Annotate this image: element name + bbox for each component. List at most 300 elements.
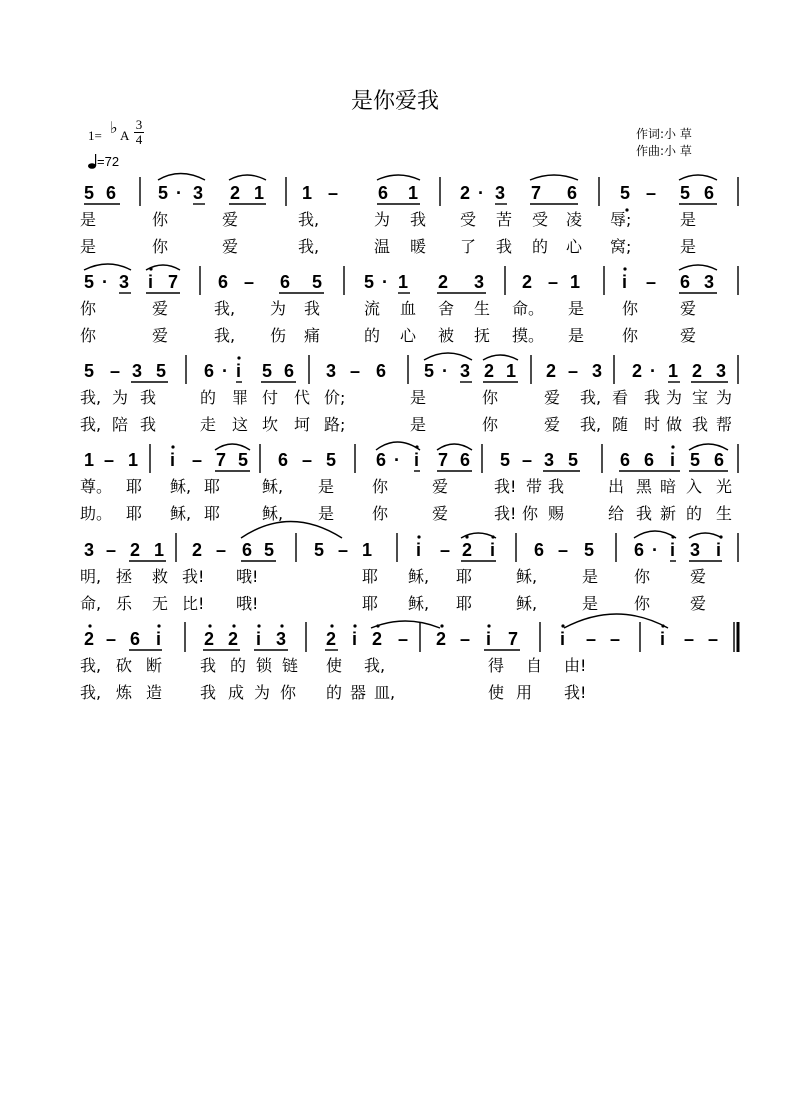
svg-text:·: · <box>382 272 388 292</box>
time-bottom: 4 <box>135 132 143 147</box>
lyric-char: 是 <box>80 237 97 256</box>
svg-text:i: i <box>560 629 566 649</box>
svg-text:6: 6 <box>534 540 545 560</box>
lyric-char: 乐 <box>116 594 133 613</box>
lyric-char: 我 <box>304 299 321 318</box>
svg-text:3: 3 <box>716 361 727 381</box>
svg-text:5: 5 <box>158 183 169 203</box>
lyric-char: 稣, <box>516 567 538 586</box>
lyric-char: 我, <box>298 210 320 229</box>
lyric-char: 皿, <box>374 683 396 702</box>
lyricist: 作词:小 草 <box>636 127 692 141</box>
lyric-char: 耶 <box>126 504 143 523</box>
svg-text:2: 2 <box>546 361 557 381</box>
notation-row-2 <box>84 272 714 292</box>
svg-text:2: 2 <box>372 629 383 649</box>
lyric-char: 你 <box>80 299 97 318</box>
svg-text:2: 2 <box>130 540 141 560</box>
svg-text:–: – <box>586 629 597 649</box>
lyric-char: 走 <box>200 415 217 434</box>
svg-text:6: 6 <box>460 450 471 470</box>
lyric-char: 痛 <box>304 326 321 345</box>
svg-text:5: 5 <box>84 361 95 381</box>
svg-text:2: 2 <box>326 629 337 649</box>
svg-text:5: 5 <box>690 450 701 470</box>
svg-text:3: 3 <box>495 183 506 203</box>
lyric-char: 入 <box>686 477 703 496</box>
notation-row-5 <box>84 540 721 560</box>
lyric-char: 是 <box>582 594 599 613</box>
svg-text:5: 5 <box>568 450 579 470</box>
svg-text:3: 3 <box>690 540 701 560</box>
lyric-char: 你 <box>634 594 651 613</box>
lyric-char: 我, <box>80 415 102 434</box>
svg-text:1: 1 <box>570 272 581 292</box>
svg-text:6: 6 <box>376 450 387 470</box>
svg-text:·: · <box>222 361 228 381</box>
svg-text:1: 1 <box>254 183 265 203</box>
lyric-char: 爱 <box>680 299 697 318</box>
lyric-char: 我 <box>636 504 653 523</box>
lyric-char: 黑 <box>636 477 653 496</box>
lyric-char: 我, <box>214 299 236 318</box>
lyric-char: 付 <box>262 388 279 407</box>
svg-text:2: 2 <box>192 540 203 560</box>
lyric-char: 心 <box>566 237 583 256</box>
svg-text:5: 5 <box>364 272 375 292</box>
lyric-char: 宝 <box>692 388 709 407</box>
svg-text:2: 2 <box>228 629 239 649</box>
lyric-char: 这 <box>232 415 249 434</box>
lyric-char: 帮 <box>716 415 733 434</box>
lyric-char: 稣, <box>170 504 192 523</box>
svg-text:·: · <box>478 183 484 203</box>
notation-row-3 <box>84 361 726 381</box>
lyric-char: 爱 <box>222 237 239 256</box>
svg-text:–: – <box>110 361 121 381</box>
svg-text:·: · <box>442 361 448 381</box>
lyric-char: 心 <box>400 326 417 345</box>
svg-text:6: 6 <box>704 183 715 203</box>
lyric-char: 砍 <box>116 656 133 675</box>
lyric-char: 耶 <box>126 477 143 496</box>
lyric-char: 稣, <box>170 477 192 496</box>
key-prefix: 1= <box>88 128 102 143</box>
lyric-char: 无 <box>152 594 169 613</box>
lyric-char: 哦! <box>236 594 259 613</box>
lyric-char: 尊。 <box>80 477 113 496</box>
lyric-char: 为 <box>716 388 733 407</box>
lyric-char: 我 <box>548 477 565 496</box>
svg-text:2: 2 <box>460 183 471 203</box>
lyric-char: 了 <box>460 237 477 256</box>
lyric-char: 由! <box>564 656 587 675</box>
svg-text:1: 1 <box>128 450 139 470</box>
lyric-char: 窝; <box>610 237 632 256</box>
lyric-char: 是 <box>568 299 585 318</box>
lyric-char: 我 <box>410 210 427 229</box>
svg-text:7: 7 <box>168 272 179 292</box>
svg-text:–: – <box>192 450 203 470</box>
svg-text:7: 7 <box>508 629 519 649</box>
lyric-char: 我, <box>580 388 602 407</box>
svg-text:1: 1 <box>362 540 373 560</box>
svg-text:2: 2 <box>230 183 241 203</box>
lyric-char: 拯 <box>116 567 133 586</box>
svg-text:3: 3 <box>474 272 485 292</box>
lyric-char: 助。 <box>80 504 113 523</box>
svg-text:–: – <box>610 629 621 649</box>
lyric-char: 光 <box>716 477 733 496</box>
notation-row-4 <box>84 450 724 470</box>
lyric-char: 我 <box>200 683 217 702</box>
svg-text:i: i <box>352 629 358 649</box>
lyric-char: 爱 <box>690 594 707 613</box>
lyric-char: 我, <box>80 683 102 702</box>
lyric-char: 稣, <box>408 594 430 613</box>
lyric-char: 流 <box>364 299 381 318</box>
lyric-char: 你 <box>280 683 297 702</box>
svg-text:3: 3 <box>119 272 130 292</box>
lyric-char: 坷 <box>294 415 311 434</box>
svg-text:·: · <box>652 540 658 560</box>
lyric-char: 坎 <box>262 415 279 434</box>
lyric-char: 新 <box>660 504 677 523</box>
svg-text:5: 5 <box>262 361 273 381</box>
lyric-char: 我, <box>580 415 602 434</box>
lyric-char: 生 <box>716 504 733 523</box>
lyric-char: 我! <box>564 683 587 702</box>
svg-text:6: 6 <box>280 272 291 292</box>
svg-text:i: i <box>148 272 154 292</box>
svg-text:–: – <box>244 272 255 292</box>
lyric-char: 你 <box>482 415 499 434</box>
svg-text:–: – <box>558 540 569 560</box>
lyric-char: 造 <box>146 683 163 702</box>
lyric-char: 罪 <box>232 388 249 407</box>
svg-text:i: i <box>486 629 492 649</box>
svg-text:–: – <box>302 450 313 470</box>
lyric-char: 耶 <box>456 567 473 586</box>
svg-text:5: 5 <box>500 450 511 470</box>
svg-text:5: 5 <box>238 450 249 470</box>
lyric-char: 是 <box>568 326 585 345</box>
svg-text:·: · <box>650 361 656 381</box>
svg-text:1: 1 <box>84 450 95 470</box>
svg-text:5: 5 <box>314 540 325 560</box>
lyric-char: 是 <box>410 415 427 434</box>
lyric-char: 为 <box>254 683 271 702</box>
lyric-char: 时 <box>644 415 661 434</box>
svg-text:1: 1 <box>154 540 165 560</box>
lyric-char: 凌 <box>566 210 583 229</box>
svg-text:–: – <box>548 272 559 292</box>
lyric-char: 抚 <box>474 326 491 345</box>
svg-text:6: 6 <box>567 183 578 203</box>
lyric-char: 耶 <box>362 594 379 613</box>
svg-text:6: 6 <box>680 272 691 292</box>
lyric-char: 用 <box>516 683 533 702</box>
svg-text:1: 1 <box>668 361 679 381</box>
svg-text:5: 5 <box>312 272 323 292</box>
svg-text:3: 3 <box>193 183 204 203</box>
svg-text:3: 3 <box>132 361 143 381</box>
lyric-char: 你 <box>372 477 389 496</box>
lyric-char: 我, <box>298 237 320 256</box>
lyric-char: 为 <box>270 299 287 318</box>
svg-text:6: 6 <box>714 450 725 470</box>
svg-text:–: – <box>440 540 451 560</box>
svg-text:i: i <box>670 450 676 470</box>
tempo-value: =72 <box>97 153 120 169</box>
lyric-char: 价; <box>324 388 346 407</box>
lyric-char: 你 <box>622 299 639 318</box>
lyric-char: 爱 <box>544 388 561 407</box>
svg-text:i: i <box>170 450 176 470</box>
svg-text:3: 3 <box>326 361 337 381</box>
svg-text:6: 6 <box>644 450 655 470</box>
lyric-char: 受 <box>460 210 477 229</box>
svg-text:6: 6 <box>376 361 387 381</box>
lyric-char: 爱 <box>432 504 449 523</box>
row-6-lines <box>129 614 738 652</box>
svg-text:–: – <box>568 361 579 381</box>
lyric-char: 我 <box>692 415 709 434</box>
lyric-char: 爱 <box>544 415 561 434</box>
lyric-char: 做 <box>666 415 683 434</box>
lyric-char: 使 <box>488 683 505 702</box>
svg-text:–: – <box>646 183 657 203</box>
lyric-char: 暗 <box>660 477 677 496</box>
svg-text:i: i <box>236 361 242 381</box>
svg-text:–: – <box>646 272 657 292</box>
svg-text:–: – <box>350 361 361 381</box>
lyric-char: 辱; <box>610 210 632 229</box>
lyric-char: 的 <box>200 388 217 407</box>
lyric-char: 舍 <box>438 299 455 318</box>
svg-text:2: 2 <box>522 272 533 292</box>
svg-text:3: 3 <box>704 272 715 292</box>
lyric-char: 我, <box>80 656 102 675</box>
lyric-char: 哦! <box>236 567 259 586</box>
svg-text:i: i <box>670 540 676 560</box>
lyric-char: 耶 <box>362 567 379 586</box>
lyric-char: 耶 <box>204 504 221 523</box>
svg-text:5: 5 <box>424 361 435 381</box>
svg-text:6: 6 <box>218 272 229 292</box>
lyric-char: 伤 <box>270 326 287 345</box>
lyric-char: 是 <box>318 477 335 496</box>
lyric-char: 陪 <box>112 415 129 434</box>
lyric-char: 耶 <box>456 594 473 613</box>
svg-text:2: 2 <box>462 540 473 560</box>
lyric-char: 命。 <box>512 299 545 318</box>
lyric-char: 苦 <box>496 210 513 229</box>
svg-text:6: 6 <box>130 629 141 649</box>
lyric-char: 爱 <box>152 326 169 345</box>
svg-text:–: – <box>460 629 471 649</box>
svg-text:3: 3 <box>84 540 95 560</box>
svg-text:2: 2 <box>204 629 215 649</box>
svg-text:2: 2 <box>692 361 703 381</box>
lyric-char: 看 <box>612 388 629 407</box>
svg-text:7: 7 <box>216 450 227 470</box>
svg-text:5: 5 <box>680 183 691 203</box>
lyric-char: 的 <box>230 656 247 675</box>
svg-text:i: i <box>490 540 496 560</box>
lyric-char: 你 <box>152 210 169 229</box>
lyric-char: 的 <box>326 683 343 702</box>
lyric-char: 为 <box>666 388 683 407</box>
lyric-char: 是 <box>680 237 697 256</box>
svg-text:–: – <box>398 629 409 649</box>
svg-text:i: i <box>716 540 722 560</box>
lyric-char: 是 <box>410 388 427 407</box>
svg-text:·: · <box>394 450 400 470</box>
svg-text:i: i <box>156 629 162 649</box>
svg-text:6: 6 <box>204 361 215 381</box>
lyric-char: 我 <box>200 656 217 675</box>
lyric-char: 你 <box>152 237 169 256</box>
svg-text:i: i <box>622 272 628 292</box>
flat-icon: ♭ <box>110 120 118 137</box>
lyric-char: 你 <box>634 567 651 586</box>
svg-text:–: – <box>522 450 533 470</box>
svg-text:5: 5 <box>584 540 595 560</box>
lyric-char: 爱 <box>680 326 697 345</box>
svg-text:1: 1 <box>506 361 517 381</box>
lyric-char: 你 <box>80 326 97 345</box>
lyric-char: 代 <box>294 388 311 407</box>
lyric-char: 自 <box>526 656 543 675</box>
lyric-char: 成 <box>228 683 245 702</box>
lyric-char: 爱 <box>432 477 449 496</box>
lyric-char: 器 <box>350 683 367 702</box>
svg-text:5: 5 <box>84 183 95 203</box>
svg-text:–: – <box>338 540 349 560</box>
lyric-char: 我, <box>80 388 102 407</box>
lyric-char: 被 <box>438 326 455 345</box>
lyric-char: 断 <box>146 656 163 675</box>
svg-text:1: 1 <box>408 183 419 203</box>
lyric-char: 暖 <box>410 237 427 256</box>
svg-text:6: 6 <box>378 183 389 203</box>
lyric-char: 使 <box>326 656 343 675</box>
svg-text:·: · <box>176 183 182 203</box>
svg-text:5: 5 <box>156 361 167 381</box>
svg-text:5: 5 <box>620 183 631 203</box>
lyric-char: 你 <box>372 504 389 523</box>
notation-row-6 <box>84 629 718 649</box>
svg-text:7: 7 <box>531 183 542 203</box>
lyric-char: 耶 <box>204 477 221 496</box>
lyric-char: 的 <box>532 237 549 256</box>
svg-text:2: 2 <box>84 629 95 649</box>
svg-text:6: 6 <box>620 450 631 470</box>
lyric-char: 随 <box>612 415 629 434</box>
lyric-char: 是 <box>680 210 697 229</box>
notation-row-1 <box>84 183 714 203</box>
lyric-char: 赐 <box>548 504 565 523</box>
svg-text:3: 3 <box>544 450 555 470</box>
lyric-char: 爱 <box>222 210 239 229</box>
svg-text:–: – <box>106 629 117 649</box>
svg-text:–: – <box>684 629 695 649</box>
lyric-char: 出 <box>608 477 625 496</box>
lyric-char: 炼 <box>116 683 133 702</box>
lyric-char: 救 <box>152 567 169 586</box>
lyric-char: 我 <box>496 237 513 256</box>
svg-text:3: 3 <box>276 629 287 649</box>
lyric-char: 比! <box>182 594 205 613</box>
svg-text:1: 1 <box>398 272 409 292</box>
svg-text:–: – <box>106 540 117 560</box>
lyric-char: 的 <box>686 504 703 523</box>
lyric-char: 得 <box>488 656 505 675</box>
svg-text:2: 2 <box>438 272 449 292</box>
lyric-char: 摸。 <box>512 326 545 345</box>
song-title: 是你爱我 <box>350 89 439 114</box>
lyric-char: 我! <box>494 477 517 496</box>
svg-text:–: – <box>328 183 339 203</box>
lyric-char: 稣, <box>516 594 538 613</box>
lyric-char: 稣, <box>408 567 430 586</box>
lyric-char: 路; <box>324 415 346 434</box>
svg-text:5: 5 <box>326 450 337 470</box>
lyric-char: 我, <box>364 656 386 675</box>
svg-text:i: i <box>416 540 422 560</box>
lyric-char: 温 <box>374 237 391 256</box>
svg-text:6: 6 <box>278 450 289 470</box>
lyric-char: 为 <box>112 388 129 407</box>
lyric-char: 我 <box>140 415 157 434</box>
svg-text:–: – <box>216 540 227 560</box>
svg-text:6: 6 <box>242 540 253 560</box>
lyric-char: 我 <box>644 388 661 407</box>
svg-text:6: 6 <box>106 183 117 203</box>
svg-text:i: i <box>256 629 262 649</box>
lyric-char: 爱 <box>152 299 169 318</box>
row-2-lines <box>84 264 738 295</box>
lyric-char: 我! <box>494 504 517 523</box>
lyric-char: 链 <box>282 656 299 675</box>
svg-text:3: 3 <box>592 361 603 381</box>
svg-text:6: 6 <box>634 540 645 560</box>
lyric-char: 是 <box>582 567 599 586</box>
lyric-char: 给 <box>608 504 625 523</box>
svg-text:2: 2 <box>436 629 447 649</box>
composer: 作曲:小 草 <box>636 144 692 158</box>
lyric-char: 命, <box>80 594 102 613</box>
svg-text:5: 5 <box>264 540 275 560</box>
lyric-char: 明, <box>80 567 102 586</box>
svg-text:–: – <box>104 450 115 470</box>
lyric-char: 血 <box>400 299 417 318</box>
lyric-char: 我 <box>140 388 157 407</box>
lyric-char: 我! <box>182 567 205 586</box>
lyric-char: 是 <box>80 210 97 229</box>
svg-text:2: 2 <box>484 361 495 381</box>
lyric-char: 生 <box>474 299 491 318</box>
svg-text:i: i <box>414 450 420 470</box>
svg-text:–: – <box>708 629 719 649</box>
lyric-char: 你 <box>622 326 639 345</box>
svg-text:7: 7 <box>438 450 449 470</box>
lyric-char: 你 <box>482 388 499 407</box>
svg-text:·: · <box>102 272 108 292</box>
lyric-char: 你 <box>522 504 539 523</box>
time-top: 3 <box>135 117 143 132</box>
